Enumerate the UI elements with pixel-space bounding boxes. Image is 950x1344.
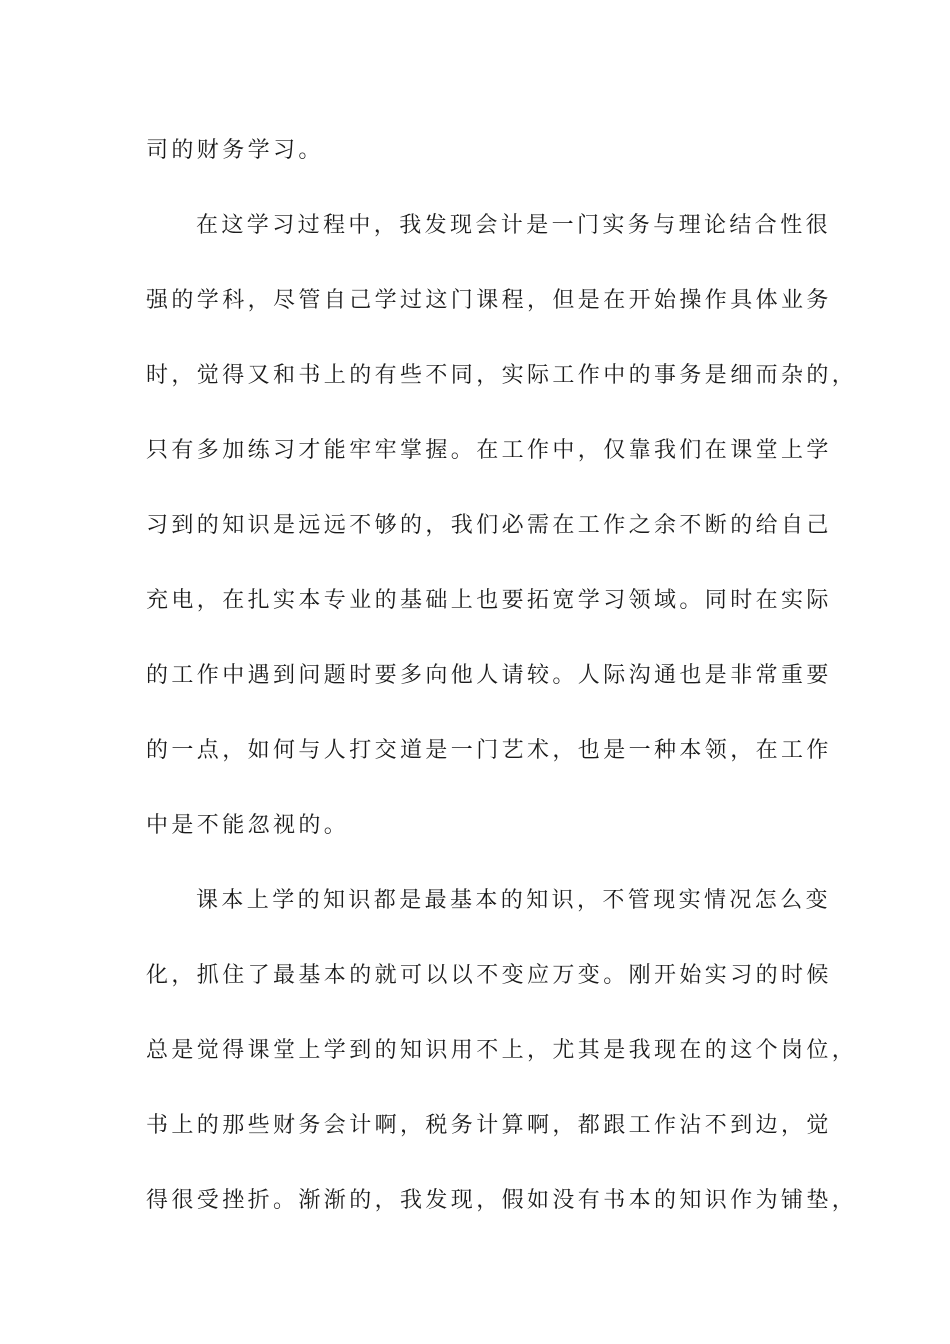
text-line: 书上的那些财务会计啊，税务计算啊，都跟工作沾不到边，觉 [146, 1113, 832, 1138]
paragraph-first-line: 在这学习过程中，我发现会计是一门实务与理论结合性很 [196, 213, 832, 238]
text-line: 中是不能忽视的。 [146, 813, 350, 838]
text-line: 化，抓住了最基本的就可以以不变应万变。刚开始实习的时候 [146, 963, 832, 988]
text-line: 的一点，如何与人打交道是一门艺术，也是一种本领，在工作 [146, 738, 832, 763]
text-line: 的工作中遇到问题时要多向他人请较。人际沟通也是非常重要 [146, 663, 832, 688]
text-line: 总是觉得课堂上学到的知识用不上，尤其是我现在的这个岗位， [146, 1038, 858, 1063]
text-line: 只有多加练习才能牢牢掌握。在工作中，仅靠我们在课堂上学 [146, 438, 832, 463]
text-line: 强的学科，尽管自己学过这门课程，但是在开始操作具体业务 [146, 288, 832, 313]
paragraph-first-line: 课本上学的知识都是最基本的知识，不管现实情况怎么变 [196, 888, 832, 913]
text-line: 习到的知识是远远不够的，我们必需在工作之余不断的给自己 [146, 513, 832, 538]
text-line: 得很受挫折。渐渐的，我发现，假如没有书本的知识作为铺垫， [146, 1188, 858, 1213]
text-line: 时，觉得又和书上的有些不同，实际工作中的事务是细而杂的， [146, 363, 858, 388]
text-line: 司的财务学习。 [146, 138, 324, 163]
text-line: 充电，在扎实本专业的基础上也要拓宽学习领域。同时在实际 [146, 588, 832, 613]
